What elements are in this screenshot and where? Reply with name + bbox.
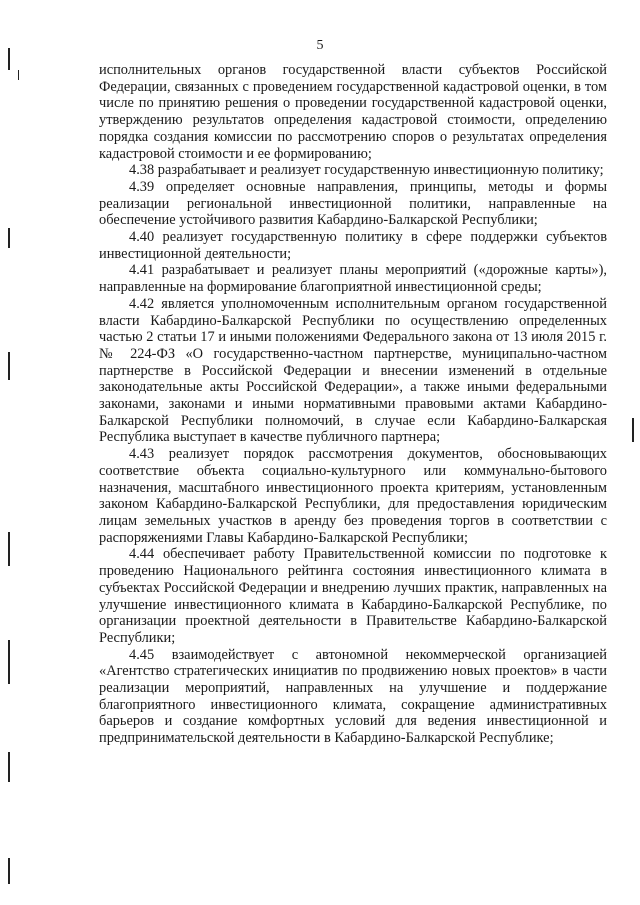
page-number: 5: [316, 38, 324, 53]
paragraph-4-39: 4.39 определяет основные направления, принципы, методы и формы реализации региональной инвестиционной политики, направленные на обеспечение устойчивого развития Кабардино-Балкарской Республики;: [99, 178, 607, 229]
scan-margin-mark: [8, 228, 10, 248]
scan-margin-mark: [8, 752, 10, 782]
paragraph-4-45: 4.45 взаимодействует с автономной некоммерческой организацией «Агентство стратегических инициатив по продвижению новых проектов» в части реализации мероприятий, направленных на улучшение и поддержание благоприятного инвестиционного климата, сокращение административных барьеров и создание комфортных условий для ведения инвестиционной и предпринимательской деятельности в Кабардино-Балкарской Республике;: [99, 646, 607, 747]
paragraph-4-40: 4.40 реализует государственную политику в сфере поддержки субъектов инвестиционной деятельности;: [99, 229, 607, 262]
paragraph-4-38: 4.38 разрабатывает и реализует государственную инвестиционную политику;: [129, 162, 604, 179]
scan-margin-mark: [632, 418, 634, 442]
paragraph-4-41: 4.41 разрабатывает и реализует планы мероприятий («дорожные карты»), направленные на формирование благоприятной инвестиционной среды;: [99, 262, 607, 296]
paragraph-4-42: 4.42 является уполномоченным исполнительным органом государственной власти Кабардино-Балкарской Республики по осуществлению определенных частью 2 статьи 17 и иными положениями Федерального закона от 13 июля 2015 г. № 224-ФЗ «О государственно-частном партнерстве, муниципально-частном партнерстве в Российской Федерации и внесении изменений в отдельные законодательные акты Российской Федерации», а также иными федеральными законами, законами и иными нормативными правовыми актами Кабардино-Балкарской Республики полномочий, в случае если Кабардино-Балкарская Республика выступает в качестве публичного партнера;: [99, 295, 607, 446]
scan-margin-mark: [8, 640, 10, 684]
scan-margin-mark: [8, 858, 10, 884]
document-body: [99, 62, 607, 747]
scan-margin-mark: [8, 352, 10, 380]
paragraph-4-43: 4.43 реализует порядок рассмотрения документов, обосновывающих соответствие объекта социально-культурного или коммунально-бытового назначения, масштабного инвестиционного проекта критериям, установленным законом Кабардино-Балкарской Республики, для предоставления юридическим лицам земельных участков в аренду без проведения торгов в соответствии с распоряжениями Главы Кабардино-Балкарской Республики;: [99, 446, 607, 546]
paragraph-4-44: 4.44 обеспечивает работу Правительственной комиссии по подготовке к проведению Национального рейтинга состояния инвестиционного климата в субъектах Российской Федерации и внедрению лучших практик, направленных на улучшение инвестиционного климата в Кабардино-Балкарской Республике, по организации проектной деятельности в Правительстве Кабардино-Балкарской Республики;: [99, 546, 607, 646]
scan-margin-mark: [8, 532, 10, 566]
scan-margin-mark: [18, 70, 19, 80]
paragraph-continuation: исполнительных органов государственной власти субъектов Российской Федерации, связанных с проведением государственной кадастровой оценки, в том числе по принятию решения о проведении государственной кадастровой оценки, утверждению результатов определения кадастровой стоимости, определению порядка создания комиссии по рассмотрению споров о результатах определения кадастровой стоимости и ее формированию;: [99, 62, 607, 162]
